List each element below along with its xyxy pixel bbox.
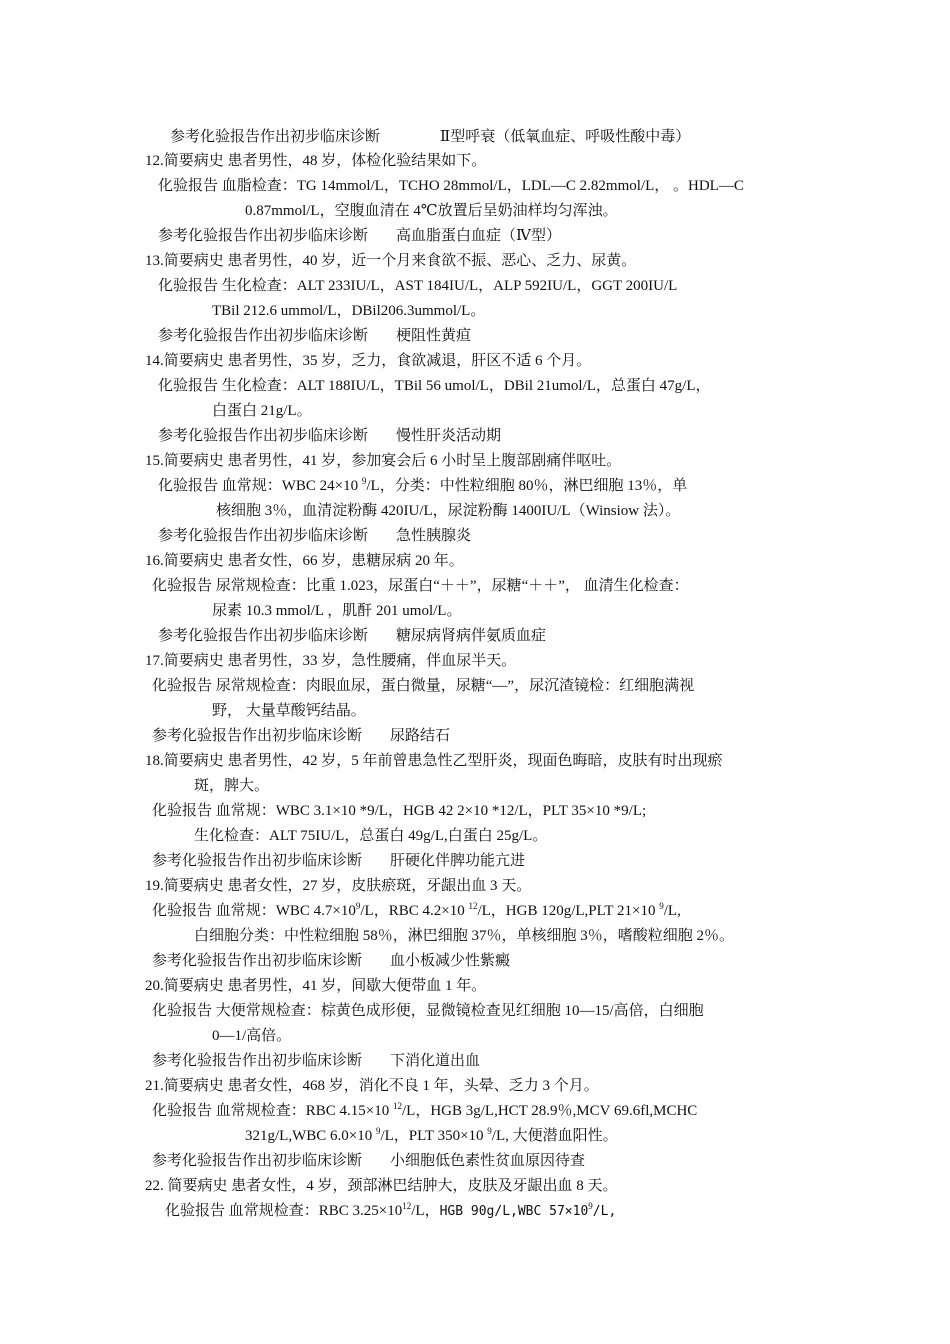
diagnosis-label: 参考化验报告作出初步临床诊断 <box>158 428 369 444</box>
case-22-history: 22. 简要病史 患者女性，4 岁，颈部淋巴结肿大，皮肤及牙龈出血 8 天。 <box>145 1178 618 1194</box>
case-12-report-cont: 0.87mmol/L，空腹血清在 4℃放置后呈奶油样均匀浑浊。 <box>245 203 618 219</box>
diagnosis-line-19 <box>152 951 510 971</box>
case-18-history-cont: 斑，脾大。 <box>194 778 270 794</box>
case-21-report: 化验报告 血常规检查：RBC 4.15×10 $^{12}$/L，HGB 3g/L,HCT 28.9％,MCV 69.6fl,MCHC <box>152 1101 698 1119</box>
case-18-report-cont: 生化检查：ALT 75IU/L，总蛋白 49g/L,白蛋白 25g/L。 <box>194 828 548 844</box>
case-12-report: 化验报告 血脂检查：TG 14mmol/L，TCHO 28mmol/L，LDL—C 2.82mmol/L， 。HDL—C <box>158 178 744 194</box>
case-14-report: 化验报告 生化检查：ALT 188IU/L，TBil 56 umol/L，DBil 21umol/L，总蛋白 47g/L， <box>158 378 711 394</box>
case-17-history: 17.简要病史 患者男性，33 岁，急性腰痛，伴血尿半天。 <box>145 653 517 669</box>
diagnosis-value: 血小板减少性紫癜 <box>390 953 511 969</box>
case-14-report-cont: 白蛋白 21g/L。 <box>212 403 312 419</box>
case-14-history: 14.简要病史 患者男性，35 岁，乏力，食欲减退，肝区不适 6 个月。 <box>145 353 592 369</box>
case-19-report: 化验报告 血常规：WBC $4.7\times 10^9/L$，RBC 4.2×10 $^{12}$/L，HGB 120g/L,PLT 21×10 $^9$/L, <box>152 901 681 919</box>
diagnosis-line-12 <box>158 226 561 246</box>
diagnosis-line-20 <box>152 1051 480 1071</box>
diagnosis-line-14 <box>158 426 501 446</box>
diagnosis-line-13 <box>158 326 471 346</box>
case-15-report: 化验报告 血常规：WBC 24×10 $^9$/L，分类：中性粒细胞 80％，淋巴细胞 13％，单 <box>158 476 688 494</box>
diagnosis-value: 慢性肝炎活动期 <box>396 428 502 444</box>
diagnosis-line-18 <box>152 851 525 871</box>
diagnosis-label: 参考化验报告作出初步临床诊断 <box>152 953 363 969</box>
case-18-history: 18.简要病史 患者男性，42 岁，5 年前曾患急性乙型肝炎，现面色晦暗，皮肤有时出现瘀 <box>145 753 723 769</box>
case-17-report: 化验报告 尿常规检查：肉眼血尿，蛋白微量，尿糖“—”，尿沉渣镜检：红细胞满视 <box>152 678 695 694</box>
diagnosis-value: 肝硬化伴脾功能亢进 <box>390 853 526 869</box>
diagnosis-value: 下消化道出血 <box>390 1053 481 1069</box>
diagnosis-label: 参考化验报告作出初步临床诊断 <box>158 528 369 544</box>
diagnosis-label: 参考化验报告作出初步临床诊断 <box>158 228 369 244</box>
diagnosis-label: 参考化验报告作出初步临床诊断 <box>152 1053 363 1069</box>
case-19-history: 19.简要病史 患者女性，27 岁，皮肤瘀斑，牙龈出血 3 天。 <box>145 878 532 894</box>
case-15-report-cont: 核细胞 3％，血清淀粉酶 420IU/L，尿淀粉酶 1400IU/L（Winsiow 法）。 <box>216 503 681 519</box>
case-15-history: 15.简要病史 患者男性，41 岁，参加宴会后 6 小时呈上腹部剧痛伴呕吐。 <box>145 453 622 469</box>
diagnosis-value: Ⅱ型呼衰（低氧血症、呼吸性酸中毒） <box>440 129 691 145</box>
diagnosis-label: 参考化验报告作出初步临床诊断 <box>152 853 363 869</box>
diagnosis-value: 尿路结石 <box>390 728 451 744</box>
case-12-history: 12.简要病史 患者男性，48 岁，体检化验结果如下。 <box>145 153 487 169</box>
case-13-report-cont: TBil 212.6 ummol/L，DBil206.3ummol/L。 <box>212 303 486 319</box>
case-13-report: 化验报告 生化检查：ALT 233IU/L，AST 184IU/L，ALP 592IU/L，GGT 200IU/L <box>158 278 678 294</box>
diagnosis-label: 参考化验报告作出初步临床诊断 <box>158 628 369 644</box>
diagnosis-value: 急性胰腺炎 <box>396 528 472 544</box>
diagnosis-value: 梗阻性黄疸 <box>396 328 472 344</box>
diagnosis-value: 糖尿病肾病伴氨质血症 <box>396 628 547 644</box>
case-18-report: 化验报告 血常规：WBC 3.1×10 *9/L，HGB 42 2×10 *12/L，PLT 35×10 *9/L; <box>152 803 647 819</box>
case-16-report-cont: 尿素 10.3 mmol/L ，肌酐 201 umol/L。 <box>212 603 462 619</box>
case-20-history: 20.简要病史 患者男性，41 岁，间歇大便带血 1 年。 <box>145 978 487 994</box>
case-20-report-cont: 0—1/高倍。 <box>212 1028 292 1044</box>
diagnosis-value: 小细胞低色素性贫血原因待查 <box>390 1153 586 1169</box>
diagnosis-label: 参考化验报告作出初步临床诊断 <box>158 328 369 344</box>
diagnosis-line-21 <box>152 1151 585 1171</box>
diagnosis-value: 高血脂蛋白血症（Ⅳ型） <box>396 228 562 244</box>
case-20-report: 化验报告 大便常规检查：棕黄色成形便，显微镜检查见红细胞 10—15/高倍，白细胞 <box>152 1003 704 1019</box>
diagnosis-line-15 <box>158 526 471 546</box>
diagnosis-label: 参考化验报告作出初步临床诊断 <box>170 129 381 145</box>
case-17-report-cont: 野， 大量草酸钙结晶。 <box>212 703 366 719</box>
case-13-history: 13.简要病史 患者男性，40 岁，近一个月来食欲不振、恶心、乏力、尿黄。 <box>145 253 637 269</box>
case-16-history: 16.简要病史 患者女性，66 岁，患糖尿病 20 年。 <box>145 553 464 569</box>
case-21-report-cont: 321g/L,WBC 6.0×10 $^9$/L，PLT 350×10 $^9$/L, 大便潜血阳性。 <box>245 1126 618 1144</box>
diagnosis-line-16 <box>158 626 546 646</box>
case-16-report: 化验报告 尿常规检查：比重 1.023，尿蛋白“＋＋”，尿糖“＋＋”， 血清生化检查： <box>152 578 689 594</box>
diagnosis-label: 参考化验报告作出初步临床诊断 <box>152 1153 363 1169</box>
diagnosis-line-11 <box>170 127 690 147</box>
diagnosis-label: 参考化验报告作出初步临床诊断 <box>152 728 363 744</box>
diagnosis-line-17 <box>152 726 450 746</box>
case-19-report-cont: 白细胞分类：中性粒细胞 58％，淋巴细胞 37％，单核细胞 3％，嗜酸粒细胞 2％。 <box>194 928 735 944</box>
case-21-history: 21.简要病史 患者女性，468 岁，消化不良 1 年，头晕、乏力 3 个月。 <box>145 1078 599 1094</box>
case-22-report: 化验报告 血常规检查：RBC $3.25\times 10^{12}/L$，HGB 90g/L,WBC $57\times 10^9/L$, <box>165 1201 617 1219</box>
